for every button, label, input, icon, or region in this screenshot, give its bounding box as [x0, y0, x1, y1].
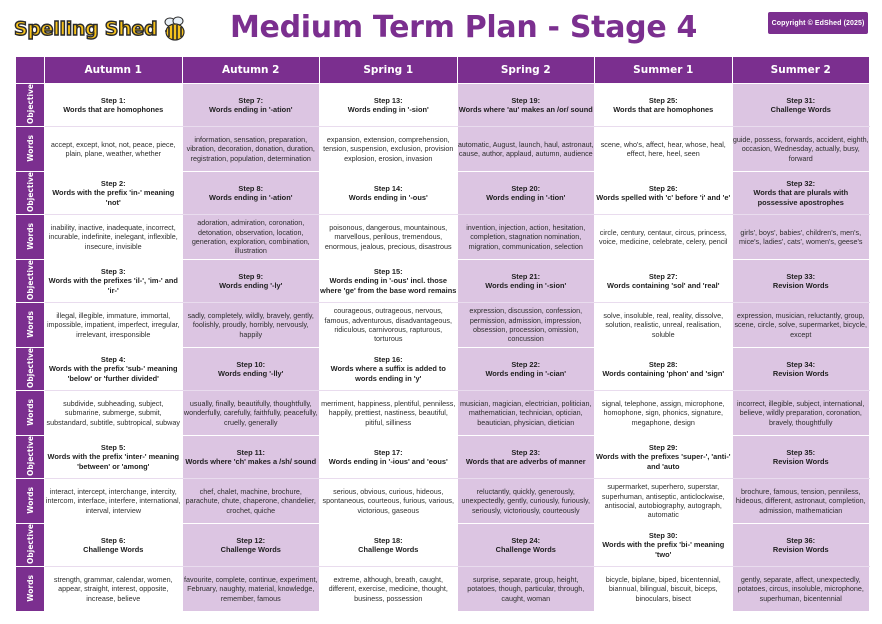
word-list-cell: bicycle, biplane, biped, bicentennial, biannual, bilingual, biscuit, biceps, binoculars, bisect [595, 567, 733, 612]
step-number: Step 26: [648, 183, 678, 193]
step-number: Step 21: [511, 271, 541, 281]
objective-text: Challenge Words [220, 545, 281, 554]
word-list-cell: usually, finally, beautifully, thoughtfully, wonderfully, carefully, faithfully, peacefully, cruelly, generally [182, 391, 320, 436]
term-header-spring-2: Spring 2 [457, 57, 595, 84]
word-list-cell: merriment, happiness, plentiful, penniless, happily, prettiest, nastiness, beautiful, pitiful, silliness [320, 391, 458, 436]
step-number: Step 33: [786, 271, 816, 281]
term-header-row [16, 57, 870, 84]
objective-text: Challenge Words [83, 545, 144, 554]
objective-label-text: Objective [25, 84, 35, 124]
header-corner [16, 57, 45, 84]
objective-text: Words with the prefix 'bi-' meaning 'two' [602, 540, 725, 559]
words-row [16, 303, 870, 348]
objective-cell [732, 84, 870, 127]
word-list-cell: extreme, although, breath, caught, different, exercise, medicine, thought, business, possession [320, 567, 458, 612]
objective-cell [45, 260, 183, 303]
step-number: Step 5: [100, 443, 126, 453]
step-number: Step 1: [100, 95, 126, 105]
objective-cell [457, 348, 595, 391]
objective-text: Words with the prefix 'inter-' meaning 'between' or 'among' [47, 452, 179, 471]
objective-text: Words ending '-ly' [219, 281, 283, 290]
logo-text: Spelling Shed [14, 18, 158, 40]
word-list-cell: subdivide, subheading, subject, submarine, submerge, submit, substandard, subtitle, subtropical, subway [45, 391, 183, 436]
word-list-cell: courageous, outrageous, nervous, famous, adventurous, disadvantageous, ridiculous, carnivorous, rapturous, torturous [320, 303, 458, 348]
objective-cell [45, 524, 183, 567]
step-number: Step 14: [373, 183, 403, 193]
word-list-cell: brochure, famous, tension, penniless, hideous, different, astronaut, completion, admission, mathematician [732, 479, 870, 524]
word-list-cell: expansion, extension, comprehension, tension, suspension, exclusion, provision explosion, erosion, invasion [320, 127, 458, 172]
objective-cell [45, 348, 183, 391]
step-number: Step 11: [236, 447, 265, 457]
objective-text: Words containing 'phon' and 'sign' [602, 369, 725, 378]
objective-label-text: Objective [25, 436, 35, 476]
word-list-cell: inability, inactive, inadequate, incorrect, incurable, indefinite, inelegant, inflexible, insecure, invisible [45, 215, 183, 260]
step-number: Step 35: [786, 447, 816, 457]
term-header-spring-1: Spring 1 [320, 57, 458, 84]
words-side-label [16, 567, 45, 612]
objective-text: Words with the prefix 'in-' meaning 'not' [52, 188, 175, 207]
step-number: Step 2: [100, 179, 126, 189]
step-number: Step 18: [373, 535, 403, 545]
objective-text: Words ending '-lly' [218, 369, 284, 378]
words-label-text: Words [25, 486, 35, 514]
objective-cell [732, 348, 870, 391]
objective-row [16, 348, 870, 391]
objective-text: Words that are homophones [613, 105, 714, 114]
objective-cell [182, 172, 320, 215]
objective-text: Words ending in '-sion' [485, 281, 567, 290]
term-header-autumn-2: Autumn 2 [182, 57, 320, 84]
objective-cell [182, 436, 320, 479]
objective-text: Words containing 'sol' and 'real' [607, 281, 720, 290]
objective-cell [182, 260, 320, 303]
objective-label-text: Objective [25, 348, 35, 388]
objective-label-text: Objective [25, 172, 35, 212]
objective-text: Words ending in '-ous' incl. those where 'ge' from the base word remains [320, 276, 457, 295]
objective-cell [595, 436, 733, 479]
objective-cell [732, 524, 870, 567]
word-list-cell: scene, who's, affect, hear, whose, heal, effect, here, heel, seen [595, 127, 733, 172]
objective-text: Words ending in '-sion' [347, 105, 429, 114]
objective-cell [595, 172, 733, 215]
words-side-label [16, 391, 45, 436]
term-header-summer-1: Summer 1 [595, 57, 733, 84]
step-number: Step 7: [238, 95, 264, 105]
objective-cell [320, 436, 458, 479]
step-number: Step 15: [373, 267, 403, 277]
term-header-autumn-1: Autumn 1 [45, 57, 183, 84]
step-number: Step 4: [100, 355, 126, 365]
word-list-cell: favourite, complete, continue, experiment, February, naughty, material, knowledge, remember, famous [182, 567, 320, 612]
word-list-cell: musician, magician, electrician, politician, mathematician, technician, optician, beautician, physician, dietician [457, 391, 595, 436]
objective-cell [595, 84, 733, 127]
word-list-cell: signal, telephone, assign, microphone, homophone, sign, phonics, signature, megaphone, design [595, 391, 733, 436]
objective-cell [45, 436, 183, 479]
objective-text: Words where 'au' makes an /or/ sound [458, 105, 593, 114]
objective-row [16, 524, 870, 567]
word-list-cell: strength, grammar, calendar, women, appear, straight, interest, opposite, increase, believe [45, 567, 183, 612]
step-number: Step 31: [786, 95, 816, 105]
words-label-text: Words [25, 222, 35, 250]
words-label-text: Words [25, 134, 35, 162]
objective-cell [320, 348, 458, 391]
words-row [16, 215, 870, 260]
words-row [16, 127, 870, 172]
word-list-cell: sadly, completely, wildly, bravely, gently, foolishly, proudly, horribly, nervously, happily [182, 303, 320, 348]
word-list-cell: reluctantly, quickly, generously, unexpectedly, gently, curiously, furiously, seriously, victoriously, courteously [457, 479, 595, 524]
objective-text: Words that are plurals with possessive apostrophes [753, 188, 849, 207]
word-list-cell: automatic, August, launch, haul, astronaut, cause, author, applaud, autumn, audience [457, 127, 595, 172]
step-number: Step 34: [786, 359, 816, 369]
objective-text: Revision Words [772, 545, 829, 554]
words-row [16, 567, 870, 612]
objective-cell [182, 84, 320, 127]
objective-text: Words ending in '-ation' [209, 105, 293, 114]
objective-text: Words ending in '-tion' [486, 193, 566, 202]
word-list-cell: expression, musician, reluctantly, group, scene, circle, solve, supermarket, bicycle, except [732, 303, 870, 348]
step-number: Step 36: [786, 535, 816, 545]
word-list-cell: information, sensation, preparation, vibration, decoration, donation, duration, registration, population, determination [182, 127, 320, 172]
words-side-label [16, 479, 45, 524]
words-label-text: Words [25, 398, 35, 426]
words-side-label [16, 303, 45, 348]
word-list-cell: gently, separate, affect, unexpectedly, potatoes, circus, insoluble, microphone, superhuman, bicentennial [732, 567, 870, 612]
word-list-cell: serious, obvious, curious, hideous, spontaneous, courteous, furious, various, victorious, gaseous [320, 479, 458, 524]
objective-text: Words ending in '-ous' [348, 193, 428, 202]
word-list-cell: supermarket, superhero, superstar, superhuman, antiseptic, anticlockwise, antisocial, autobiography, autograph, automatic [595, 479, 733, 524]
medium-term-plan-table [15, 56, 870, 612]
objective-cell [320, 172, 458, 215]
objective-cell [457, 172, 595, 215]
objective-text: Words that are adverbs of manner [465, 457, 586, 466]
objective-cell [457, 260, 595, 303]
step-number: Step 19: [511, 95, 541, 105]
objective-cell [595, 260, 733, 303]
word-list-cell: incorrect, illegible, subject, international, believe, wildly preparation, coronation, bravely, thoughtfully [732, 391, 870, 436]
objective-text: Challenge Words [358, 545, 419, 554]
step-number: Step 17: [373, 447, 403, 457]
bee-icon [160, 14, 190, 44]
words-row [16, 391, 870, 436]
objective-text: Words spelled with 'c' before 'i' and 'e' [596, 193, 731, 202]
objective-text: Words ending in '-ation' [209, 193, 293, 202]
objective-cell [182, 348, 320, 391]
objective-cell [732, 260, 870, 303]
word-list-cell: circle, century, centaur, circus, princess, voice, medicine, celebrate, celery, pencil [595, 215, 733, 260]
step-number: Step 27: [648, 271, 678, 281]
plan-body [16, 84, 870, 612]
objective-cell [595, 524, 733, 567]
objective-cell [457, 84, 595, 127]
word-list-cell: adoration, admiration, coronation, detonation, observation, location, generation, exploration, combination, illustration [182, 215, 320, 260]
step-number: Step 13: [373, 95, 403, 105]
objective-text: Words with the prefixes 'super-', 'anti-' and 'auto [595, 452, 731, 471]
step-number: Step 20: [511, 183, 541, 193]
objective-text: Revision Words [772, 369, 829, 378]
objective-text: Words ending in '-ious' and 'eous' [328, 457, 448, 466]
objective-cell [45, 84, 183, 127]
step-number: Step 16: [373, 355, 403, 365]
objective-text: Words where 'ch' makes a /sh/ sound [185, 457, 317, 466]
copyright-badge: Copyright © EdShed (2025) [768, 12, 868, 34]
objective-text: Words ending in '-cian' [485, 369, 567, 378]
objective-text: Challenge Words [770, 105, 831, 114]
words-side-label [16, 215, 45, 260]
step-number: Step 8: [238, 183, 264, 193]
word-list-cell: solve, insoluble, real, reality, dissolve, solution, realistic, unreal, realisation, soluble [595, 303, 733, 348]
step-number: Step 28: [648, 359, 678, 369]
spelling-shed-logo [14, 12, 190, 46]
words-side-label [16, 127, 45, 172]
objective-cell [320, 524, 458, 567]
page-title: Medium Term Plan - Stage 4 [230, 10, 698, 45]
word-list-cell: invention, injection, action, hesitation, completion, stagnation nomination, migration, communication, selection [457, 215, 595, 260]
objective-side-label [16, 172, 45, 215]
objective-cell [457, 436, 595, 479]
objective-side-label [16, 84, 45, 127]
objective-text: Words that are homophones [63, 105, 164, 114]
step-number: Step 32: [786, 179, 816, 189]
objective-cell [45, 172, 183, 215]
objective-cell [457, 524, 595, 567]
word-list-cell: poisonous, dangerous, mountainous, marvellous, perilous, tremendous, enormous, jealous, precious, disastrous [320, 215, 458, 260]
word-list-cell: chef, chalet, machine, brochure, parachute, chute, chaperone, chandelier, crochet, quiche [182, 479, 320, 524]
step-number: Step 22: [511, 359, 541, 369]
words-row [16, 479, 870, 524]
step-number: Step 29: [648, 443, 678, 453]
step-number: Step 3: [100, 267, 126, 277]
objective-row [16, 84, 870, 127]
word-list-cell: girls', boys', babies', children's, men's, mice's, ladies', cats', women's, geese's [732, 215, 870, 260]
objective-text: Words with the prefixes 'il-', 'im-' and 'ir-' [48, 276, 178, 295]
step-number: Step 23: [511, 447, 541, 457]
objective-text: Words where a suffix is added to words ending in 'y' [330, 364, 446, 383]
step-number: Step 24: [511, 535, 541, 545]
term-header-summer-2: Summer 2 [732, 57, 870, 84]
objective-row [16, 436, 870, 479]
objective-row [16, 172, 870, 215]
step-number: Step 30: [648, 531, 678, 541]
objective-side-label [16, 260, 45, 303]
objective-text: Words with the prefix 'sub-' meaning 'below' or 'further divided' [48, 364, 178, 383]
word-list-cell: accept, except, knot, not, peace, piece, plain, plane, weather, whether [45, 127, 183, 172]
word-list-cell: surprise, separate, group, height, potatoes, though, particular, through, caught, woman [457, 567, 595, 612]
objective-side-label [16, 348, 45, 391]
objective-label-text: Objective [25, 260, 35, 300]
objective-cell [732, 172, 870, 215]
word-list-cell: expression, discussion, confession, permission, admission, impression, obsession, procession, omission, concussion [457, 303, 595, 348]
words-label-text: Words [25, 574, 35, 602]
word-list-cell: illegal, illegible, immature, immortal, impossible, impatient, imperfect, irregular, irrelevant, irresponsible [45, 303, 183, 348]
objective-side-label [16, 436, 45, 479]
objective-cell [182, 524, 320, 567]
objective-side-label [16, 524, 45, 567]
word-list-cell: interact, intercept, interchange, intercity, intercom, interface, interfere, international, interval, interview [45, 479, 183, 524]
word-list-cell: guide, possess, forwards, accident, eighth, occasion, Wednesday, actually, busy, forward [732, 127, 870, 172]
objective-cell [320, 84, 458, 127]
objective-label-text: Objective [25, 524, 35, 564]
step-number: Step 25: [648, 95, 678, 105]
objective-cell [320, 260, 458, 303]
objective-text: Revision Words [772, 281, 829, 290]
objective-text: Revision Words [772, 457, 829, 466]
words-label-text: Words [25, 310, 35, 338]
objective-cell [732, 436, 870, 479]
objective-text: Challenge Words [495, 545, 556, 554]
objective-row [16, 260, 870, 303]
step-number: Step 6: [100, 535, 126, 545]
step-number: Step 10: [236, 359, 266, 369]
step-number: Step 9: [238, 271, 264, 281]
step-number: Step 12: [236, 535, 266, 545]
objective-cell [595, 348, 733, 391]
